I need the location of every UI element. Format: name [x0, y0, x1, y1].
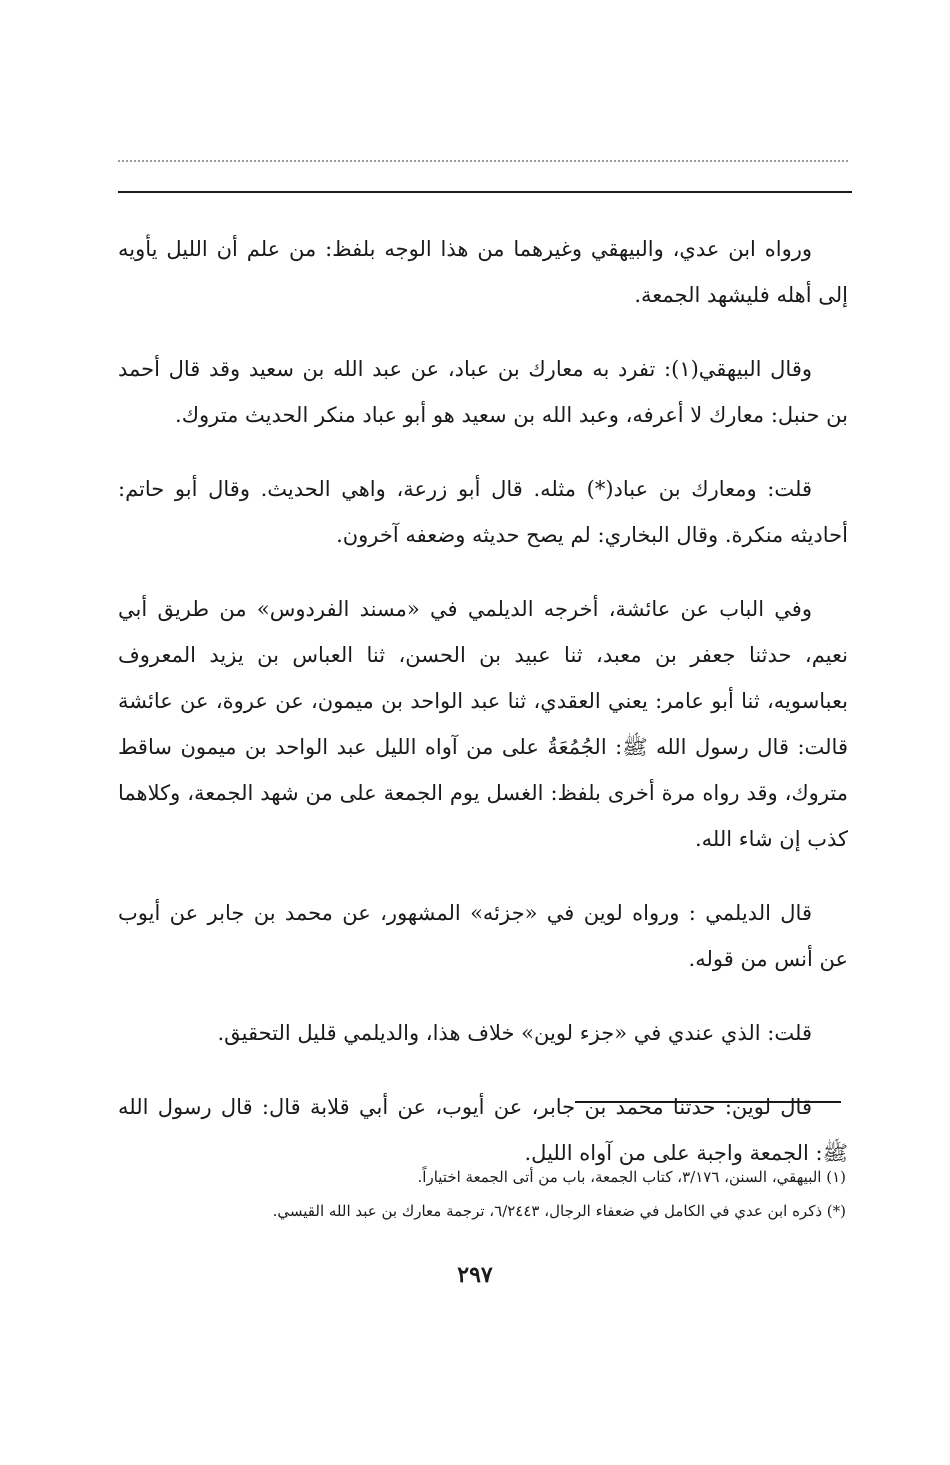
paragraph-6: قلت: الذي عندي في «جزء لوين» خلاف هذا، والديلمي قليل التحقيق. — [217, 1021, 812, 1045]
paragraph-1: ورواه ابن عدي، والبيهقي وغيرهما من هذا الوجه بلفظ: من علم أن الليل يأويه إلى أهله فليشهد الجمعة. — [118, 237, 848, 307]
paragraph-7: قال لوين: حدثنا محمد بن جابر، عن أيوب، عن أبي قلابة قال: قال رسول الله ﷺ: الجمعة واجبة على من آواه الليل. — [118, 1095, 848, 1165]
paragraph-2: وقال البيهقي(١): تفرد به معارك بن عباد، عن عبد الله بن سعيد وقد قال أحمد بن حنبل: معارك لا أعرفه، وعبد الله بن سعيد هو أبو عباد منكر الحديث متروك. — [118, 357, 848, 427]
footnotes — [118, 1160, 846, 1228]
header-dotted-rule — [118, 160, 848, 162]
body-text — [118, 226, 848, 1176]
paragraph-3: قلت: ومعارك بن عباد(*) مثله. قال أبو زرعة، واهي الحديث. وقال أبو حاتم: أحاديثه منكرة. وقال البخاري: لم يصح حديثه وضعفه آخرون. — [118, 477, 848, 547]
footnote-1: (١) البيهقي، السنن، ٣/١٧٦، كتاب الجمعة، باب من أتى الجمعة اختياراً. — [417, 1168, 846, 1186]
footnote-separator — [575, 1101, 841, 1103]
footnote-2: (*) ذكره ابن عدي في الكامل في ضعفاء الرجال، ٦/٢٤٤٣، ترجمة معارك بن عبد الله القيسي. — [272, 1202, 846, 1220]
header-rule — [118, 191, 852, 193]
paragraph-5: قال الديلمي : ورواه لوين في «جزئه» المشهور، عن محمد بن جابر عن أيوب عن أنس من قوله. — [118, 901, 848, 971]
page-number: ٢٩٧ — [457, 1262, 493, 1288]
paragraph-4: وفي الباب عن عائشة، أخرجه الديلمي في «مسند الفردوس» من طريق أبي نعيم، حدثنا جعفر بن معبد، ثنا عبيد بن الحسن، ثنا العباس بن يزيد المعروف بعباسويه، ثنا أبو عامر: يعني العقدي، ثنا عبد الواحد بن ميمون، عن عروة، عن عائشة قالت: قال رسول الله ﷺ: الجُمُعَةُ على من آواه الليل عبد الواحد بن ميمون ساقط متروك، وقد رواه مرة أخرى بلفظ: الغسل يوم الجمعة على من شهد الجمعة، وكلاهما كذب إن شاء الله. — [118, 597, 848, 851]
